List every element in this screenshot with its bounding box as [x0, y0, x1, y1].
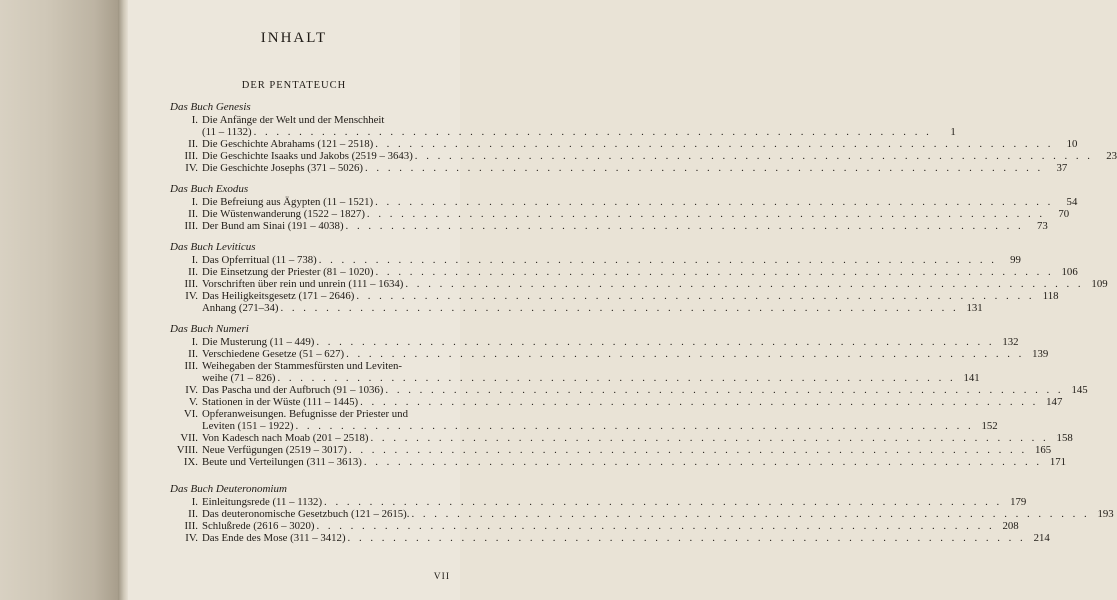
dot-leader: . . . . . . . . . . . . . . . . . . . . . . . . . . . . . . . . . . . . . . . . . . . . . . . . . . . . . . . . . . . .: [295, 420, 974, 432]
page-reference: 70: [1058, 208, 1070, 220]
chapter-title: Der Bund am Sinai (191 – 4038): [202, 220, 344, 232]
toc-entry: [170, 126, 956, 138]
chapter-number: I.: [191, 336, 198, 348]
toc-entry: [170, 114, 452, 126]
chapter-number: II.: [188, 266, 198, 278]
page-reference: 106: [1061, 266, 1078, 278]
toc-entry: [170, 266, 1078, 278]
dot-leader: . . . . . . . . . . . . . . . . . . . . . . . . . . . . . . . . . . . . . . . . . . . . . . . . . . . . . . . . . . . .: [366, 208, 1046, 220]
dot-leader: . . . . . . . . . . . . . . . . . . . . . . . . . . . . . . . . . . . . . . . . . . . . . . . . . . . . . . . . . . . .: [347, 532, 1026, 544]
dot-leader: . . . . . . . . . . . . . . . . . . . . . . . . . . . . . . . . . . . . . . . . . . . . . . . . . . . . . . . . . . . .: [360, 396, 1039, 408]
dot-leader: . . . . . . . . . . . . . . . . . . . . . . . . . . . . . . . . . . . . . . . . . . . . . . . . . . . . . . . . . . . .: [345, 220, 1024, 232]
chapter-number: I.: [191, 196, 198, 208]
page-reference: 214: [1033, 532, 1050, 544]
chapter-number: III.: [184, 360, 198, 372]
chapter-title: Die Anfänge der Welt und der Menschheit: [202, 114, 385, 126]
dot-leader: . . . . . . . . . . . . . . . . . . . . . . . . . . . . . . . . . . . . . . . . . . . . . . . . . . . . . . . . . . . .: [324, 496, 1003, 508]
toc-entry: [170, 408, 452, 420]
page-reference: 10: [1066, 138, 1078, 150]
dot-leader: . . . . . . . . . . . . . . . . . . . . . . . . . . . . . . . . . . . . . . . . . . . . . . . . . . . . . . . . . . . .: [411, 508, 1090, 520]
chapter-title: Die Geschichte Josephs (371 – 5026): [202, 162, 364, 174]
chapter-number: II.: [188, 208, 198, 220]
section-title: DER PENTATEUCH: [241, 80, 347, 91]
toc-entry: [170, 254, 1021, 266]
chapter-title: Einleitungsrede (11 – 1132): [202, 496, 323, 508]
dot-leader: . . . . . . . . . . . . . . . . . . . . . . . . . . . . . . . . . . . . . . . . . . . . . . . . . . . . . . . . . . . .: [346, 348, 1025, 360]
toc-entry: [170, 290, 1059, 302]
chapter-number: I.: [191, 114, 198, 126]
dot-leader: . . . . . . . . . . . . . . . . . . . . . . . . . . . . . . . . . . . . . . . . . . . . . . . . . . . . . . . . . . . .: [356, 290, 1035, 302]
page-reference: 147: [1046, 396, 1063, 408]
chapter-title: Opferanweisungen. Befugnisse der Priester und: [202, 408, 408, 420]
page-reference: 145: [1071, 384, 1088, 396]
page-reference: 131: [966, 302, 983, 314]
toc-entry: [170, 520, 1019, 532]
page-reference: 152: [981, 420, 998, 432]
dot-leader: . . . . . . . . . . . . . . . . . . . . . . . . . . . . . . . . . . . . . . . . . . . . . . . . . . . . . . . . . . . .: [370, 432, 1049, 444]
chapter-number: VI.: [183, 408, 198, 420]
chapter-title: Das Ende des Mose (311 – 3412): [202, 532, 346, 544]
page-reference: 54: [1066, 196, 1078, 208]
page-reference: 109: [1091, 278, 1108, 290]
book-heading: Das Buch Genesis: [170, 101, 251, 113]
toc-entry: [170, 508, 1114, 520]
toc-entry: [170, 384, 1088, 396]
dot-leader: . . . . . . . . . . . . . . . . . . . . . . . . . . . . . . . . . . . . . . . . . . . . . . . . . . . . . . . . . . . .: [348, 444, 1028, 456]
chapter-number: III.: [184, 520, 198, 532]
chapter-title: Die Musterung (11 – 449): [202, 336, 315, 348]
page-reference: 23: [1106, 150, 1117, 162]
toc-entry: [170, 208, 1070, 220]
page-reference: 132: [1002, 336, 1019, 348]
chapter-title: Von Kadesch nach Moab (201 – 2518): [202, 432, 369, 444]
dot-leader: . . . . . . . . . . . . . . . . . . . . . . . . . . . . . . . . . . . . . . . . . . . . . . . . . . . . . . . . . . . .: [318, 254, 997, 266]
chapter-number: III.: [184, 220, 198, 232]
toc-entry: [170, 150, 1117, 162]
chapter-number: I.: [191, 254, 198, 266]
chapter-number: I.: [191, 496, 198, 508]
page-fold-shadow: [118, 0, 128, 600]
chapter-title: Verschiedene Gesetze (51 – 627): [202, 348, 345, 360]
dot-leader: . . . . . . . . . . . . . . . . . . . . . . . . . . . . . . . . . . . . . . . . . . . . . . . . . . . . . . . . . . . .: [375, 196, 1054, 208]
toc-entry: [170, 336, 1019, 348]
dot-leader: . . . . . . . . . . . . . . . . . . . . . . . . . . . . . . . . . . . . . . . . . . . . . . . . . . . . . . . . . . . .: [316, 520, 995, 532]
chapter-title: Die Befreiung aus Ägypten (11 – 1521): [202, 196, 374, 208]
chapter-title: (11 – 1132): [202, 126, 252, 138]
page-title: INHALT: [260, 30, 328, 46]
chapter-number: IX.: [183, 456, 198, 468]
dot-leader: . . . . . . . . . . . . . . . . . . . . . . . . . . . . . . . . . . . . . . . . . . . . . . . . . . . . . . . . . . . .: [405, 278, 1084, 290]
dot-leader: . . . . . . . . . . . . . . . . . . . . . . . . . . . . . . . . . . . . . . . . . . . . . . . . . . . . . . . . . . . .: [363, 456, 1043, 468]
toc-entry: [170, 138, 1078, 150]
chapter-title: Schlußrede (2616 – 3020): [202, 520, 315, 532]
chapter-title: Weihegaben der Stammesfürsten und Leviten-: [202, 360, 403, 372]
toc-entry: [170, 302, 983, 314]
toc-entry: [170, 444, 1052, 456]
chapter-title: Leviten (151 – 1922): [202, 420, 294, 432]
page-reference: 193: [1097, 508, 1114, 520]
page-reference: 171: [1049, 456, 1067, 468]
book-gutter: [0, 0, 118, 600]
chapter-title: Das Pascha und der Aufbruch (91 – 1036): [202, 384, 384, 396]
page-reference: 208: [1002, 520, 1019, 532]
toc-entry: [170, 348, 1049, 360]
toc-entry: [170, 396, 1063, 408]
chapter-number: II.: [188, 138, 198, 150]
chapter-number: IV.: [185, 384, 198, 396]
toc-entry: [170, 196, 1078, 208]
dot-leader: . . . . . . . . . . . . . . . . . . . . . . . . . . . . . . . . . . . . . . . . . . . . . . . . . . . . . . . . . . . .: [375, 138, 1054, 150]
chapter-number: II.: [188, 508, 198, 520]
dot-leader: . . . . . . . . . . . . . . . . . . . . . . . . . . . . . . . . . . . . . . . . . . . . . . . . . . . . . . . . . . . .: [385, 384, 1064, 396]
toc-entry: [170, 432, 1073, 444]
chapter-title: Das Heiligkeitsgesetz (171 – 2646): [202, 290, 355, 302]
chapter-title: Neue Verfügungen (2519 – 3017): [202, 444, 347, 456]
page-number: VII: [433, 572, 450, 582]
chapter-title: weihe (71 – 826): [202, 372, 276, 384]
chapter-title: Stationen in der Wüste (111 – 1445): [202, 396, 359, 408]
page-reference: 118: [1042, 290, 1059, 302]
toc-entry: [170, 420, 998, 432]
chapter-number: VIII.: [176, 444, 198, 456]
page-reference: 1: [950, 126, 956, 138]
chapter-number: IV.: [185, 162, 198, 174]
book-heading: Das Buch Exodus: [170, 183, 249, 195]
chapter-title: Anhang (271–34): [202, 302, 279, 314]
chapter-number: V.: [188, 396, 198, 408]
page-reference: 37: [1056, 162, 1068, 174]
page-reference: 141: [963, 372, 980, 384]
toc-entry: [170, 496, 1027, 508]
book-heading: Das Buch Deuteronomium: [170, 483, 287, 495]
toc-entry: [170, 532, 1050, 544]
dot-leader: . . . . . . . . . . . . . . . . . . . . . . . . . . . . . . . . . . . . . . . . . . . . . . . . . . . . . . . . . . . .: [375, 266, 1054, 278]
page-reference: 179: [1010, 496, 1027, 508]
chapter-number: III.: [184, 278, 198, 290]
dot-leader: . . . . . . . . . . . . . . . . . . . . . . . . . . . . . . . . . . . . . . . . . . . . . . . . . . . . . . . . . . . .: [253, 126, 932, 138]
chapter-title: Das Opferritual (11 – 738): [202, 254, 317, 266]
dot-leader: . . . . . . . . . . . . . . . . . . . . . . . . . . . . . . . . . . . . . . . . . . . . . . . . . . . . . . . . . . . .: [316, 336, 995, 348]
chapter-title: Die Geschichte Isaaks und Jakobs (2519 – 3643): [202, 150, 413, 162]
toc-entry: [170, 456, 1067, 468]
chapter-number: VII.: [180, 432, 198, 444]
toc-entry: [170, 220, 1048, 232]
page-reference: 158: [1056, 432, 1073, 444]
chapter-number: II.: [188, 348, 198, 360]
page-reference: 73: [1036, 220, 1048, 232]
dot-leader: . . . . . . . . . . . . . . . . . . . . . . . . . . . . . . . . . . . . . . . . . . . . . . . . . . . . . . . . . . . .: [280, 302, 959, 314]
chapter-title: Beute und Verteilungen (311 – 3613): [202, 456, 362, 468]
book-heading: Das Buch Leviticus: [170, 241, 256, 253]
toc-entry: [170, 360, 452, 372]
section-gap: [170, 468, 452, 474]
toc-entry: [170, 278, 1108, 290]
dot-leader: . . . . . . . . . . . . . . . . . . . . . . . . . . . . . . . . . . . . . . . . . . . . . . . . . . . . . . . . . . . .: [414, 150, 1094, 162]
table-of-contents: [170, 100, 1117, 544]
chapter-title: Die Wüstenwanderung (1522 – 1827): [202, 208, 365, 220]
toc-page: [128, 0, 1117, 600]
chapter-title: Vorschriften über rein und unrein (111 – 1634): [202, 278, 404, 290]
chapter-title: Die Einsetzung der Priester (81 – 1020): [202, 266, 374, 278]
dot-leader: . . . . . . . . . . . . . . . . . . . . . . . . . . . . . . . . . . . . . . . . . . . . . . . . . . . . . . . . . . . .: [277, 372, 956, 384]
chapter-number: IV.: [185, 532, 198, 544]
chapter-number: III.: [184, 150, 198, 162]
page-reference: 99: [1010, 254, 1021, 266]
chapter-number: IV.: [185, 290, 198, 302]
dot-leader: . . . . . . . . . . . . . . . . . . . . . . . . . . . . . . . . . . . . . . . . . . . . . . . . . . . . . . . . . . . .: [365, 162, 1044, 174]
toc-entry: [170, 372, 980, 384]
book-heading: Das Buch Numeri: [170, 323, 249, 335]
toc-entry: [170, 162, 1068, 174]
chapter-title: Das deuteronomische Gesetzbuch (121 – 2615).: [202, 508, 410, 520]
page-reference: 139: [1032, 348, 1049, 360]
page-reference: 165: [1034, 444, 1052, 456]
chapter-title: Die Geschichte Abrahams (121 – 2518): [202, 138, 374, 150]
